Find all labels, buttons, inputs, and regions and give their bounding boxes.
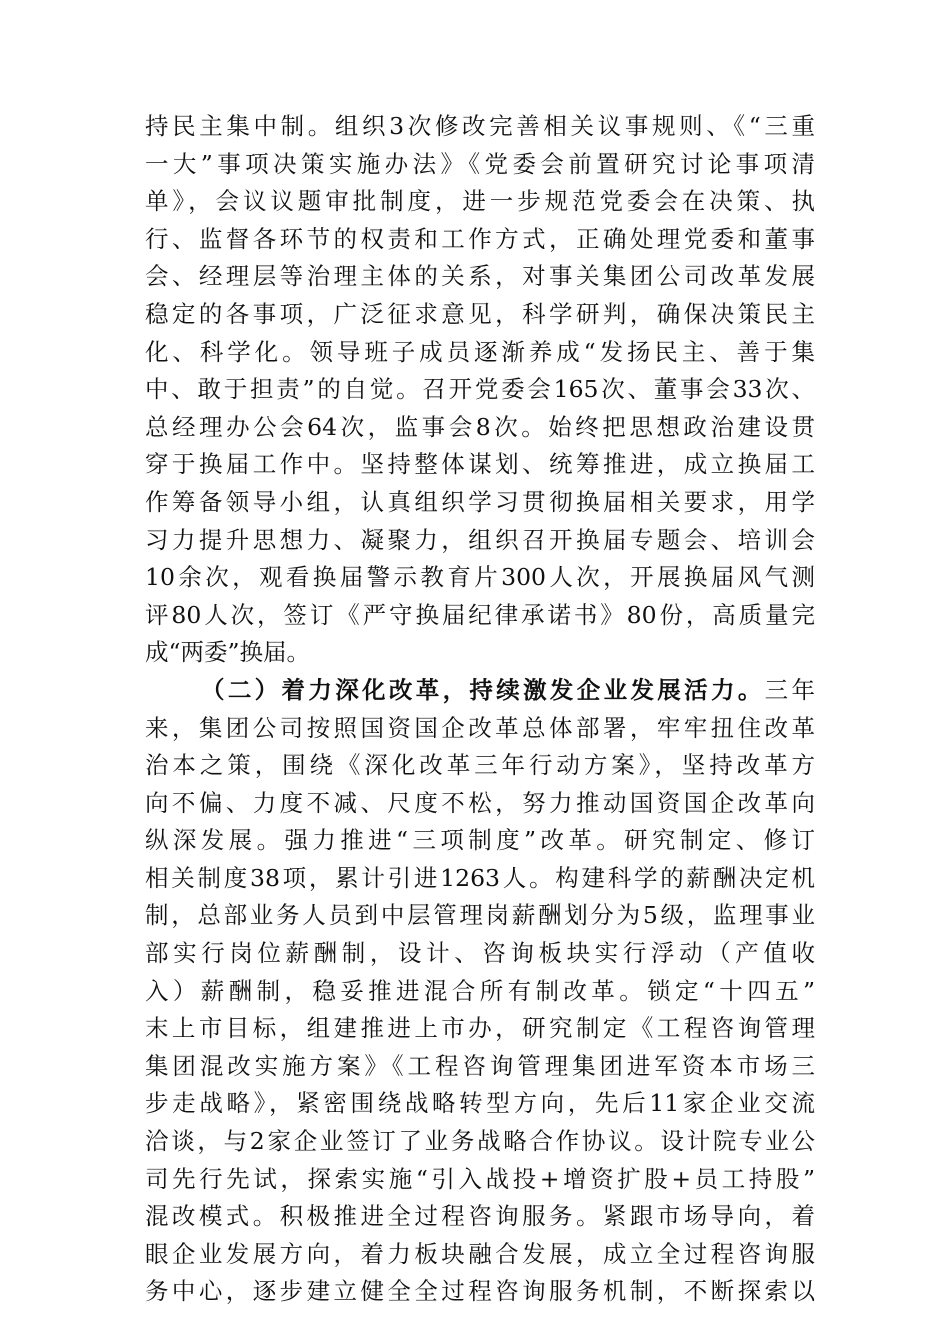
text-line: 步走战略》，紧密围绕战略转型方向，先后11家企业交流 — [145, 1089, 815, 1118]
text-line: 入）薪酬制，稳妥推进混合所有制改革。锁定“十四五” — [145, 976, 815, 1005]
text-line: 总经理办公会64次，监事会8次。始终把思想政治建设贯 — [145, 412, 815, 441]
text-line: 眼企业发展方向，着力板块融合发展，成立全过程咨询服 — [145, 1239, 815, 1268]
document-body — [145, 108, 815, 1311]
text-fragment: 三年 — [764, 675, 816, 704]
text-line: 10余次，观看换届警示教育片300人次，开展换届风气测 — [145, 563, 815, 592]
text-line: 会、经理层等治理主体的关系，对事关集团公司改革发展 — [145, 262, 815, 291]
text-line: 洽谈，与2家企业签订了业务战略合作协议。设计院专业公 — [145, 1127, 815, 1156]
text-line: 评80人次，签订《严守换届纪律承诺书》80份，高质量完 — [145, 600, 815, 629]
text-line: 习力提升思想力、凝聚力，组织召开换届专题会、培训会 — [145, 525, 815, 554]
text-line: 一大”事项决策实施办法》《党委会前置研究讨论事项清 — [145, 149, 815, 178]
section-heading: （二）着力深化改革，持续激发企业发展活力。 — [201, 675, 765, 704]
paragraph-2 — [145, 672, 815, 1311]
text-line: 化、科学化。领导班子成员逐渐养成“发扬民主、善于集 — [145, 337, 815, 366]
text-line: 穿于换届工作中。坚持整体谋划、统筹推进，成立换届工 — [145, 450, 815, 479]
paragraph-1 — [145, 108, 815, 672]
text-line: 成“两委”换届。 — [145, 638, 311, 667]
text-line: 末上市目标，组建推进上市办，研究制定《工程咨询管理 — [145, 1014, 815, 1043]
text-line: 相关制度38项，累计引进1263人。构建科学的薪酬决定机 — [145, 863, 815, 892]
text-line: 司先行先试，探索实施“引入战投+增资扩股+员工持股” — [145, 1164, 815, 1193]
text-line: 集团混改实施方案》《工程咨询管理集团进军资本市场三 — [145, 1051, 815, 1080]
text-line: 务中心，逐步建立健全全过程咨询服务机制，不断探索以 — [145, 1277, 815, 1306]
text-line: 持民主集中制。组织3次修改完善相关议事规则、《“三重 — [145, 112, 815, 140]
text-line: 单》，会议议题审批制度，进一步规范党委会在决策、执 — [145, 187, 815, 216]
text-line: 制，总部业务人员到中层管理岗薪酬划分为5级，监理事业 — [145, 901, 815, 930]
text-line: 纵深发展。强力推进“三项制度”改革。研究制定、修订 — [145, 826, 815, 855]
text-line: 行、监督各环节的权责和工作方式，正确处理党委和董事 — [145, 224, 815, 253]
text-line: 治本之策，围绕《深化改革三年行动方案》，坚持改革方 — [145, 751, 815, 780]
text-line: 稳定的各事项，广泛征求意见，科学研判，确保决策民主 — [145, 299, 815, 328]
text-line: 混改模式。积极推进全过程咨询服务。紧跟市场导向，着 — [145, 1202, 815, 1231]
section-heading-line — [145, 672, 815, 710]
text-line: 部实行岗位薪酬制，设计、咨询板块实行浮动（产值收 — [145, 939, 815, 968]
text-line: 向不偏、力度不减、尺度不松，努力推动国资国企改革向 — [145, 788, 815, 817]
text-line: 作筹备领导小组，认真组织学习贯彻换届相关要求，用学 — [145, 487, 815, 516]
text-line: 中、敢于担责”的自觉。召开党委会165次、董事会33次、 — [145, 375, 815, 404]
text-line: 来，集团公司按照国资国企改革总体部署，牢牢扭住改革 — [145, 713, 815, 742]
